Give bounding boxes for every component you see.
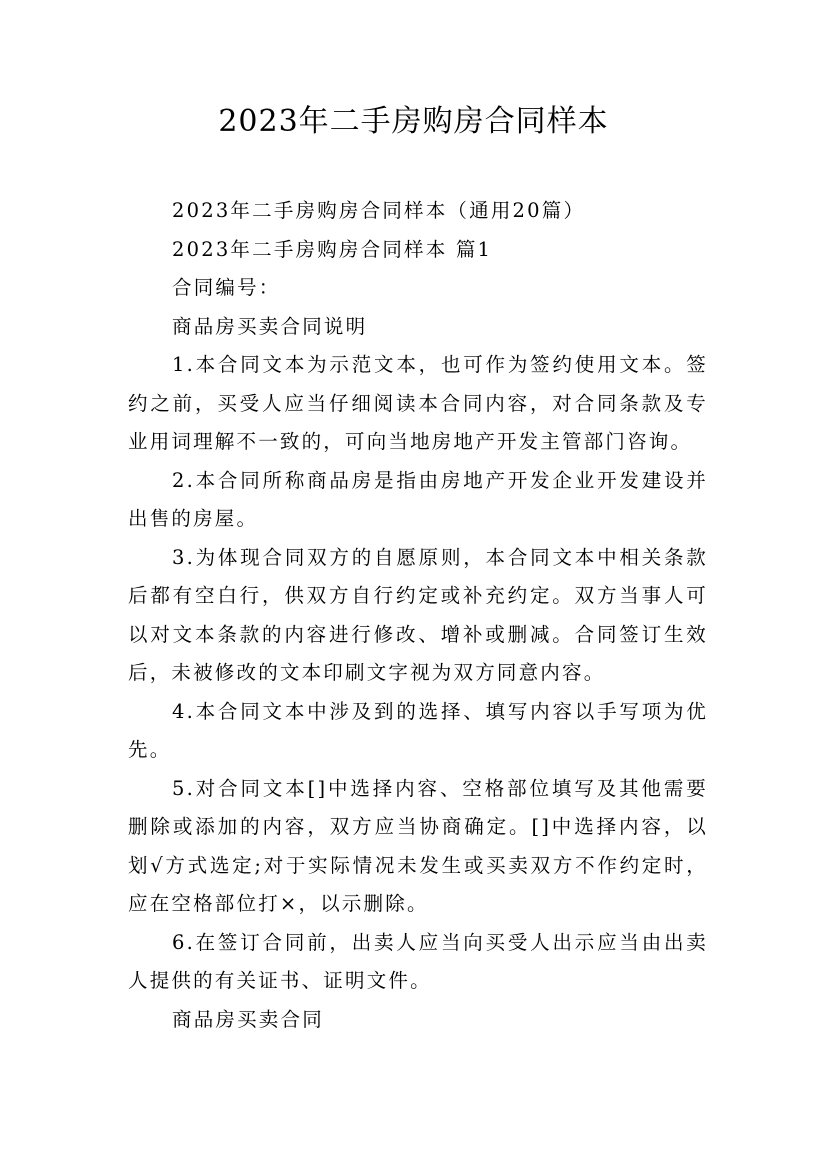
paragraph-item-3: 3.为体现合同双方的自愿原则，本合同文本中相关条款后都有空白行，供双方自行约定或补充约定。双方当事人可以对文本条款的内容进行修改、增补或删减。合同签订生效后，未被修改的文本印刷文字视为双方同意内容。 (128, 545, 708, 684)
paragraph-item-4: 4.本合同文本中涉及到的选择、填写内容以手写项为优先。 (128, 699, 708, 761)
paragraph-contract-number: 合同编号： (172, 276, 281, 299)
document-title: 2023年二手房购房合同样本 (218, 104, 609, 139)
paragraph-subtitle: 2023年二手房购房合同样本（通用20篇） (172, 199, 586, 222)
paragraph-contract-heading: 商品房买卖合同 (172, 1007, 324, 1031)
paragraph-item-2: 2.本合同所称商品房是指由房地产开发企业开发建设并出售的房屋。 (128, 468, 708, 530)
paragraph-item-6: 6.在签订合同前，出卖人应当向买受人出示应当由出卖人提供的有关证书、证明文件。 (128, 930, 708, 992)
document-body (128, 192, 708, 1039)
paragraph-item-1: 1.本合同文本为示范文本，也可作为签约使用文本。签约之前，买受人应当仔细阅读本合同内容，对合同条款及专业用词理解不一致的，可向当地房地产开发主管部门咨询。 (128, 353, 708, 453)
paragraph-section-heading: 商品房买卖合同说明 (172, 314, 368, 338)
paragraph-chapter-heading: 2023年二手房购房合同样本 篇1 (172, 237, 493, 261)
paragraph-item-5: 5.对合同文本[]中选择内容、空格部位填写及其他需要删除或添加的内容，双方应当协商确定。[]中选择内容，以划√方式选定;对于实际情况未发生或买卖双方不作约定时，应在空格部位打×，以示删除。 (128, 776, 708, 915)
